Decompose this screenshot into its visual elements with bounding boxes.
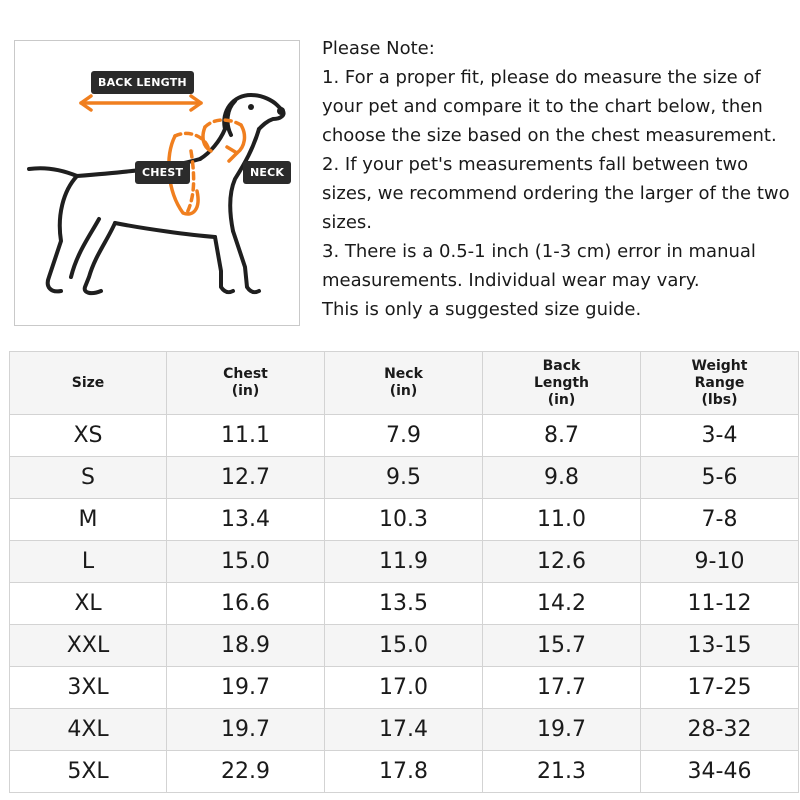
cell-size: M bbox=[10, 499, 167, 541]
note-line-3: 3. There is a 0.5-1 inch (1-3 cm) error in manual measurements. Individual wear may vary. bbox=[322, 241, 756, 291]
cell-chest: 13.4 bbox=[167, 499, 325, 541]
cell-neck: 17.4 bbox=[325, 709, 483, 751]
cell-back-length: 15.7 bbox=[483, 625, 641, 667]
cell-back-length: 21.3 bbox=[483, 751, 641, 793]
cell-neck: 10.3 bbox=[325, 499, 483, 541]
cell-weight-range: 5-6 bbox=[641, 457, 799, 499]
cell-size: 4XL bbox=[10, 709, 167, 751]
cell-back-length: 14.2 bbox=[483, 583, 641, 625]
cell-back-length: 12.6 bbox=[483, 541, 641, 583]
size-chart-table bbox=[9, 351, 799, 793]
header-back-length bbox=[483, 352, 641, 415]
cell-back-length: 19.7 bbox=[483, 709, 641, 751]
header-line: Range bbox=[694, 374, 745, 391]
back-length-label: BACK LENGTH bbox=[91, 71, 194, 94]
cell-size: XL bbox=[10, 583, 167, 625]
cell-neck: 15.0 bbox=[325, 625, 483, 667]
header-line: Size bbox=[71, 374, 105, 391]
header-line: (lbs) bbox=[701, 391, 738, 408]
cell-weight-range: 17-25 bbox=[641, 667, 799, 709]
note-line-4: This is only a suggested size guide. bbox=[322, 299, 642, 320]
table-row bbox=[10, 751, 799, 793]
table-row bbox=[10, 625, 799, 667]
cell-back-length: 8.7 bbox=[483, 415, 641, 457]
cell-chest: 15.0 bbox=[167, 541, 325, 583]
cell-chest: 18.9 bbox=[167, 625, 325, 667]
cell-size: S bbox=[10, 457, 167, 499]
cell-neck: 9.5 bbox=[325, 457, 483, 499]
cell-weight-range: 3-4 bbox=[641, 415, 799, 457]
cell-weight-range: 7-8 bbox=[641, 499, 799, 541]
header-line: Back bbox=[542, 357, 581, 374]
table-row bbox=[10, 541, 799, 583]
cell-neck: 11.9 bbox=[325, 541, 483, 583]
cell-back-length: 9.8 bbox=[483, 457, 641, 499]
note-line-2: 2. If your pet's measurements fall between two sizes, we recommend ordering the larger of the two sizes. bbox=[322, 154, 790, 233]
cell-weight-range: 11-12 bbox=[641, 583, 799, 625]
cell-chest: 11.1 bbox=[167, 415, 325, 457]
cell-chest: 16.6 bbox=[167, 583, 325, 625]
header-line: (in) bbox=[389, 383, 418, 399]
table-row bbox=[10, 499, 799, 541]
cell-neck: 17.8 bbox=[325, 751, 483, 793]
neck-label: NECK bbox=[243, 161, 291, 184]
cell-size: XXL bbox=[10, 625, 167, 667]
cell-chest: 19.7 bbox=[167, 709, 325, 751]
header-line: Chest bbox=[223, 366, 268, 382]
table-row bbox=[10, 583, 799, 625]
header-chest bbox=[167, 352, 325, 415]
header-size bbox=[10, 352, 167, 415]
cell-neck: 13.5 bbox=[325, 583, 483, 625]
size-note bbox=[322, 34, 792, 324]
cell-weight-range: 9-10 bbox=[641, 541, 799, 583]
chest-label: CHEST bbox=[135, 161, 190, 184]
note-heading: Please Note: bbox=[322, 38, 435, 59]
header-line: Weight bbox=[691, 357, 748, 374]
cell-chest: 12.7 bbox=[167, 457, 325, 499]
measurement-diagram bbox=[14, 40, 300, 326]
cell-neck: 17.0 bbox=[325, 667, 483, 709]
table-row bbox=[10, 667, 799, 709]
header-line: (in) bbox=[231, 383, 260, 399]
table-body bbox=[10, 415, 799, 793]
header-neck bbox=[325, 352, 483, 415]
cell-size: L bbox=[10, 541, 167, 583]
cell-weight-range: 28-32 bbox=[641, 709, 799, 751]
cell-size: 5XL bbox=[10, 751, 167, 793]
cell-weight-range: 34-46 bbox=[641, 751, 799, 793]
table-row bbox=[10, 709, 799, 751]
cell-chest: 22.9 bbox=[167, 751, 325, 793]
header-line: Length bbox=[533, 374, 590, 391]
cell-back-length: 17.7 bbox=[483, 667, 641, 709]
note-line-1: 1. For a proper fit, please do measure the size of your pet and compare it to the chart below, then choose the size based on the chest measurement. bbox=[322, 67, 777, 146]
cell-size: XS bbox=[10, 415, 167, 457]
cell-back-length: 11.0 bbox=[483, 499, 641, 541]
table-row bbox=[10, 415, 799, 457]
cell-size: 3XL bbox=[10, 667, 167, 709]
cell-chest: 19.7 bbox=[167, 667, 325, 709]
cell-weight-range: 13-15 bbox=[641, 625, 799, 667]
header-line: (in) bbox=[547, 391, 576, 408]
header-line: Neck bbox=[384, 366, 423, 382]
header-weight-range bbox=[641, 352, 799, 415]
table-header-row bbox=[10, 352, 799, 415]
cell-neck: 7.9 bbox=[325, 415, 483, 457]
table-row bbox=[10, 457, 799, 499]
